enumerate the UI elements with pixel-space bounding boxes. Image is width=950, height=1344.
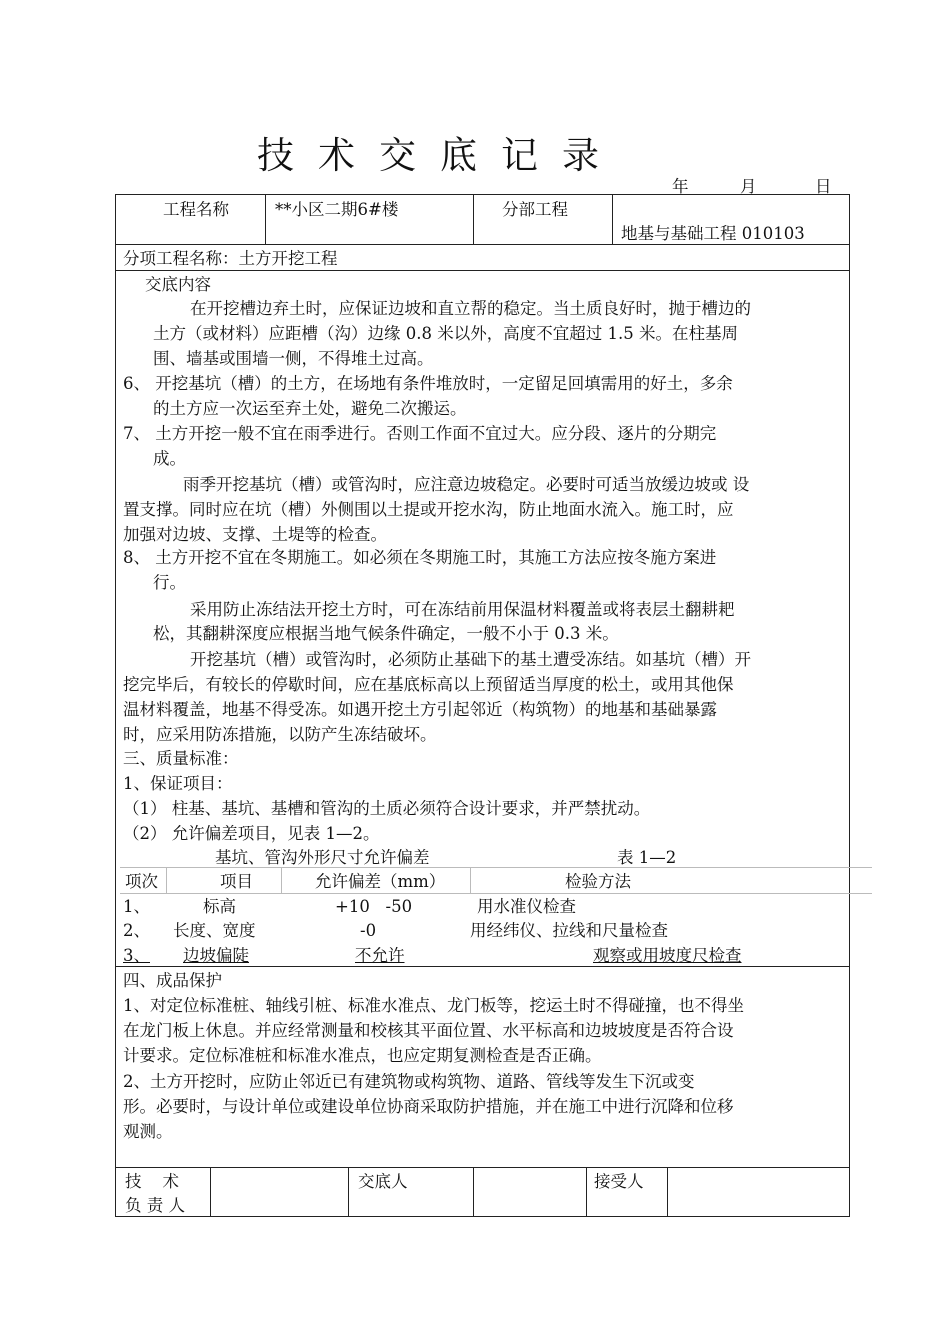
content-line: 采用防止冻结法开挖土方时，可在冻结前用保温材料覆盖或将表层土翻耕耙: [190, 600, 735, 619]
content-line: 加强对边坡、支撑、土堤等的检查。: [123, 525, 387, 544]
content-heading: 交底内容: [145, 275, 211, 294]
protection-line: 观测。: [123, 1122, 173, 1141]
tolerance-table-number: 表 1—2: [617, 848, 677, 867]
protection-line: 计要求。定位标准桩和标准水准点，也应定期复测检查是否正确。: [123, 1046, 602, 1065]
content-line: 松，其翻耕深度应根据当地气候条件确定，一般不小于 0.3 米。: [153, 624, 619, 643]
table-header-method: 检验方法: [565, 872, 631, 891]
protection-line: 在龙门板上休息。并应经常测量和校核其平面位置、水平标高和边坡坡度是否符合设: [123, 1021, 734, 1040]
division-label: 分部工程: [502, 200, 568, 219]
project-name-value: **小区二期6#楼: [275, 200, 399, 219]
content-line: 6、 开挖基坑（槽）的土方，在场地有条件堆放时，一定留足回填需用的好土，多余: [123, 374, 733, 393]
table-cell: 边坡偏陡: [183, 946, 249, 965]
subitem-name: 分项工程名称：土方开挖工程: [123, 249, 338, 268]
tolerance-table-caption: 基坑、管沟外形尺寸允许偏差: [215, 848, 430, 867]
protection-line: 2、土方开挖时，应防止邻近已有建筑物或构筑物、道路、管线等发生下沉或变: [123, 1072, 695, 1091]
table-cell: 用经纬仪、拉线和尺量检查: [470, 921, 668, 940]
content-line: 1、保证项目：: [123, 774, 233, 793]
tech-lead-label-line1: 技 术: [125, 1172, 179, 1191]
table-header-item: 项目: [220, 872, 253, 891]
receiver-label: 接受人: [594, 1172, 644, 1191]
protection-line: 形。必要时，与设计单位或建设单位协商采取防护措施，并在施工中进行沉降和位移: [123, 1097, 734, 1116]
date-day: 日: [815, 177, 832, 196]
table-header-index: 项次: [125, 872, 158, 891]
content-line: 围、墙基或围墙一侧，不得堆土过高。: [153, 349, 434, 368]
content-line: （1） 柱基、基坑、基槽和管沟的土质必须符合设计要求，并严禁扰动。: [123, 799, 651, 818]
content-line: 土方（或材料）应距槽（沟）边缘 0.8 米以外，高度不宜超过 1.5 米。在柱基周: [153, 324, 738, 343]
date-year: 年: [672, 177, 689, 196]
content-line: 时，应采用防冻措施，以防产生冻结破坏。: [123, 725, 437, 744]
content-line: 8、 土方开挖不宜在冬期施工。如必须在冬期施工时，其施工方法应按冬施方案进: [123, 548, 717, 567]
table-cell: 2、: [123, 921, 150, 940]
table-cell: 不允许: [355, 946, 405, 965]
division-value: 地基与基础工程 010103: [621, 224, 805, 243]
content-line: 开挖基坑（槽）或管沟时，必须防止基础下的基土遭受冻结。如基坑（槽）开: [190, 650, 751, 669]
table-cell: 3、: [123, 946, 150, 965]
content-line: 7、 土方开挖一般不宜在雨季进行。否则工作面不宜过大。应分段、逐片的分期完: [123, 424, 717, 443]
document-title: 技术交底记录: [257, 134, 623, 177]
table-cell: 观察或用坡度尺检查: [593, 946, 742, 965]
content-line: 温材料覆盖，地基不得受冻。如遇开挖土方引起邻近（构筑物）的地基和基础暴露: [123, 700, 717, 719]
date-month: 月: [740, 177, 757, 196]
table-cell: 用水准仪检查: [477, 897, 576, 916]
content-line: 雨季开挖基坑（槽）或管沟时，应注意边坡稳定。必要时可适当放缓边坡或 设: [183, 475, 750, 494]
discloser-label: 交底人: [358, 1172, 408, 1191]
content-line: 行。: [153, 573, 186, 592]
table-cell: +10 -50: [335, 897, 413, 916]
content-line: 挖完毕后，有较长的停歇时间，应在基底标高以上预留适当厚度的松土，或用其他保: [123, 675, 734, 694]
table-cell: -0: [360, 921, 377, 940]
content-line: 的土方应一次运至弃土处，避免二次搬运。: [153, 399, 467, 418]
table-cell: 长度、宽度: [173, 921, 256, 940]
table-cell: 标高: [203, 897, 236, 916]
tech-lead-label-line2: 负 责 人: [125, 1196, 185, 1215]
content-line: 三、质量标准：: [123, 749, 239, 768]
protection-line: 1、对定位标准桩、轴线引桩、标准水准点、龙门板等，挖运土时不得碰撞，也不得坐: [123, 996, 744, 1015]
content-line: 成。: [153, 449, 186, 468]
content-line: 置支撑。同时应在坑（槽）外侧围以土提或开挖水沟，防止地面水流入。施工时，应: [123, 500, 734, 519]
table-cell: 1、: [123, 897, 150, 916]
project-name-label: 工程名称: [163, 200, 229, 219]
table-header-tolerance: 允许偏差（mm）: [315, 872, 446, 891]
protection-line: 四、成品保护: [123, 971, 222, 990]
content-line: （2） 允许偏差项目，见表 1—2。: [123, 824, 380, 843]
content-line: 在开挖槽边弃土时，应保证边坡和直立帮的稳定。当土质良好时，抛于槽边的: [190, 299, 751, 318]
